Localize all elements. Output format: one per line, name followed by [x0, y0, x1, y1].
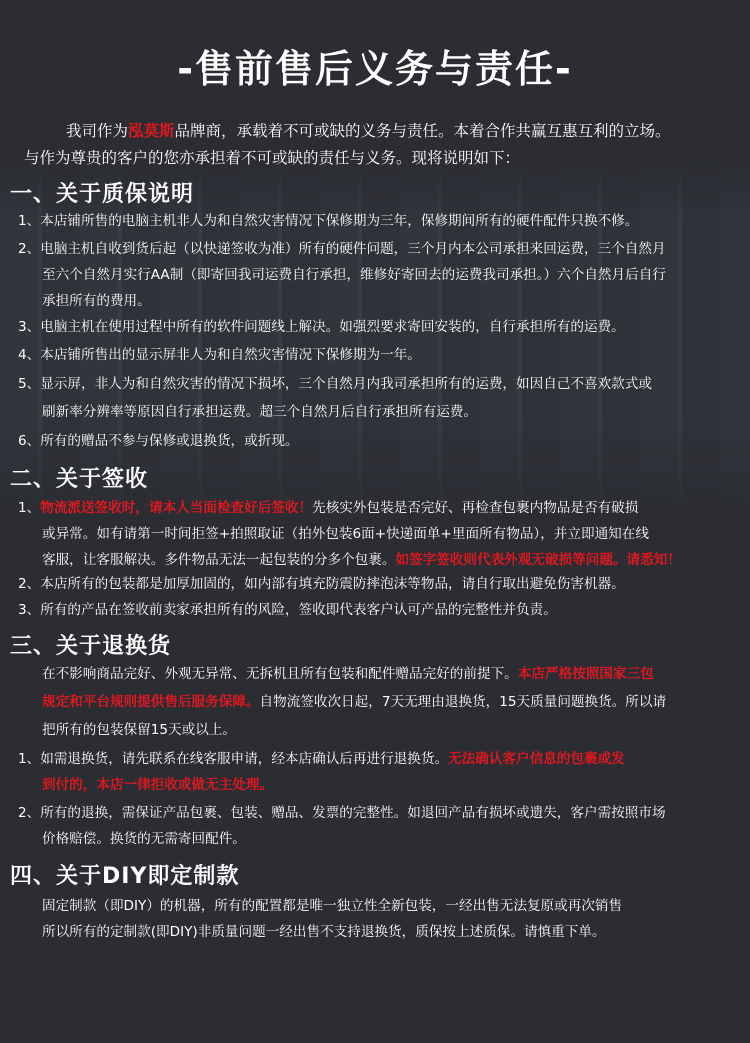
- warning-text: 物流派送签收时，请本人当面检查好后签收！: [40, 500, 313, 516]
- list-item: [18, 494, 738, 522]
- list-item-continued: [18, 771, 738, 799]
- list-item-continued: 至六个自然月实行AA制（即寄回我司运费自行承担，维修好寄回去的运费我司承担。）六个自然月后自行: [42, 267, 666, 283]
- list-item: 2、电脑主机自收到货后起（以快递签收为准）所有的硬件问题，三个月内本公司承担来回运费，三个自然月: [18, 241, 666, 257]
- section-heading-signing: 二、关于签收: [10, 467, 149, 492]
- custom-paragraph-line: 固定制款（即DIY）的机器，所有的配置都是唯一独立性全新包装，一经出售无法复原或再次销售: [42, 898, 623, 914]
- warning-text: 到付的，本店一律拒收或做无主处理。: [42, 777, 274, 793]
- list-item-continued: 刷新率分辨率等原因自行承担运费。超三个自然月后自行承担所有运费。: [42, 404, 477, 420]
- warning-text: 规定和平台规则提供售后服务保障。: [42, 694, 260, 710]
- item-text: 先核实外包装是否完好、再检查包裹内物品是否有破损: [312, 500, 639, 516]
- intro-text: 品牌商，承载着不可或缺的义务与责任。本着合作共赢互惠互利的立场。: [174, 122, 671, 140]
- page-title: -售前售后义务与责任-: [177, 47, 573, 91]
- list-item: 4、本店铺所售出的显示屏非人为和自然灾害情况下保修期为一年。: [18, 347, 421, 363]
- warning-text: 无法确认客户信息的包裹或发: [448, 751, 625, 767]
- list-item: 3、所有的产品在签收前卖家承担所有的风险，签收即代表客户认可产品的完整性并负责。: [18, 602, 557, 618]
- list-item-continued: 价格赔偿。换货的无需寄回配件。: [42, 831, 246, 847]
- list-item-continued: 或异常。如有请第一时间拒签+拍照取证（拍外包装6面+快递面单+里面所有物品），并立即通知在线: [42, 526, 649, 542]
- intro-line-2: 与作为尊贵的客户的您亦承担着不可或缺的责任与义务。现将说明如下：: [24, 149, 521, 167]
- list-item: [18, 745, 738, 773]
- warning-text: 如签字签收则代表外观无破损等问题。请悉知！: [395, 552, 681, 568]
- intro-line-1: [24, 118, 746, 145]
- list-item-continued: 承担所有的费用。: [42, 293, 151, 309]
- list-item: 6、所有的赠品不参与保修或退换货，或折现。: [18, 433, 299, 449]
- list-item: 2、本店所有的包装都是加厚加固的，如内部有填充防震防摔泡沫等物品，请自行取出避免伤害机器。: [18, 576, 625, 592]
- returns-paragraph-line: 把所有的包装保留15天或以上。: [42, 722, 237, 738]
- warning-text: 本店严格按照国家三包: [517, 666, 654, 682]
- para-text: 自物流签收次日起，7天无理由退换货，15天质量问题换货。所以请: [259, 694, 667, 710]
- section-heading-warranty: 一、关于质保说明: [10, 182, 195, 207]
- item-text: 1、如需退换货，请先联系在线客服申请，经本店确认后再进行退换货。: [18, 751, 449, 767]
- section-heading-returns: 三、关于退换货: [10, 634, 172, 659]
- custom-paragraph-line: 所以所有的定制款(即DIY)非质量问题一经出售不支持退换货，质保按上述质保。请慎重下单。: [42, 924, 606, 940]
- item-text: 客服，让客服解决。多件物品无法一起包装的分多个包裹。: [42, 552, 396, 568]
- intro-text: 我司作为: [66, 122, 129, 140]
- list-item: 5、显示屏，非人为和自然灾害的情况下损坏，三个自然月内我司承担所有的运费，如因自己不喜欢款式或: [18, 376, 652, 392]
- item-number: 1、: [18, 500, 41, 516]
- returns-paragraph-line: [42, 660, 742, 688]
- section-heading-custom: 四、关于DIY即定制款: [10, 864, 240, 889]
- returns-paragraph-line: [42, 688, 742, 716]
- list-item: 2、所有的退换，需保证产品包裹、包装、赠品、发票的完整性。如退回产品有损坏或遗失，客户需按照市场: [18, 805, 666, 821]
- brand-name: 泓莫斯: [128, 122, 175, 140]
- para-text: 在不影响商品完好、外观无异常、无拆机且所有包装和配件赠品完好的前提下。: [42, 666, 518, 682]
- list-item: 3、电脑主机在使用过程中所有的软件问题线上解决。如强烈要求寄回安装的，自行承担所有的运费。: [18, 319, 625, 335]
- list-item: 1、本店铺所售的电脑主机非人为和自然灾害情况下保修期为三年，保修期间所有的硬件配件只换不修。: [18, 213, 639, 229]
